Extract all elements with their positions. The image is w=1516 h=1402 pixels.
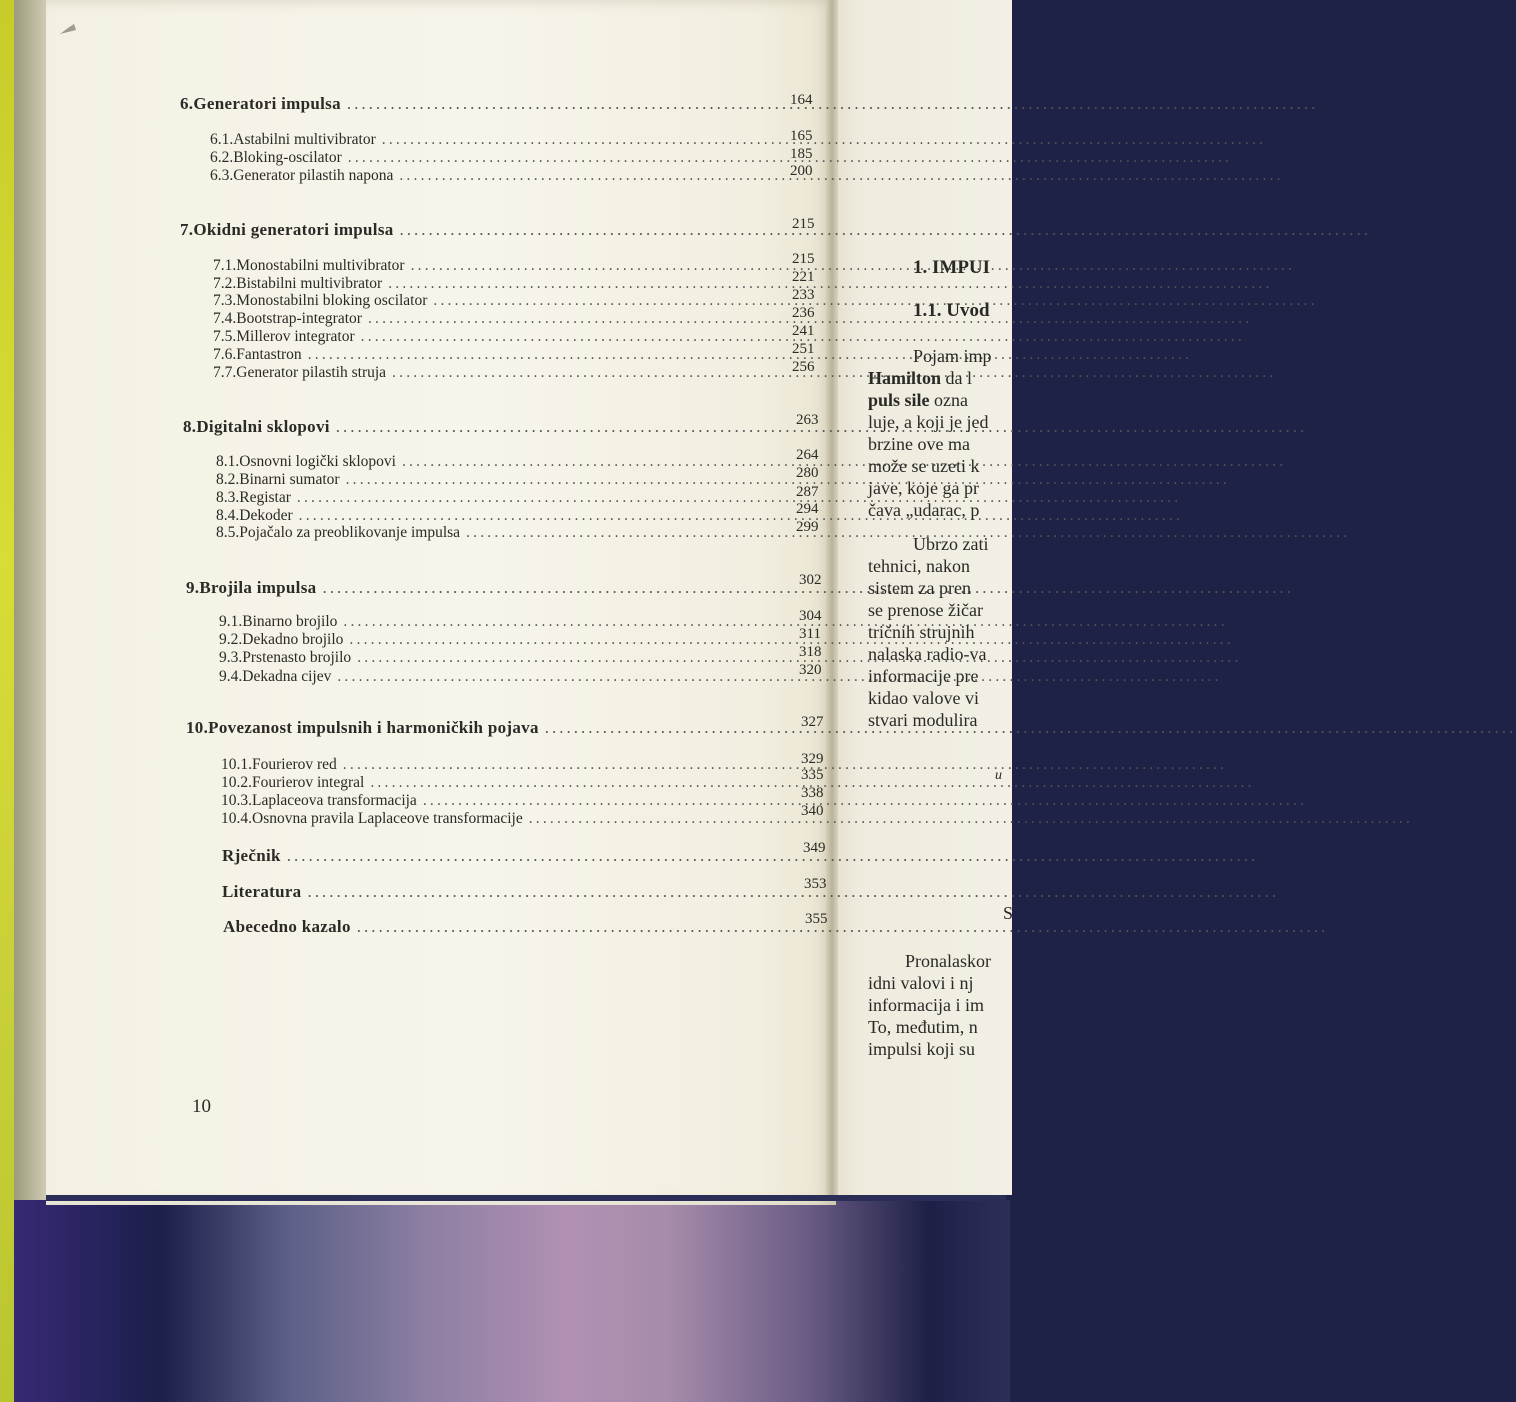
back-matter-title: Abecedno kazalo xyxy=(223,917,351,936)
right-body-line: nalaska radio-va xyxy=(868,644,987,664)
chapter-heading xyxy=(180,94,760,114)
dot-leader xyxy=(349,631,1233,649)
right-body-line: tričnih strujnih xyxy=(868,622,975,642)
section-page-number: 299 xyxy=(796,519,819,535)
chapter-heading xyxy=(180,220,763,240)
right-body-line: kidao valove vi xyxy=(868,688,979,708)
chapter-heading xyxy=(186,578,768,598)
dot-leader xyxy=(382,131,1266,149)
section-title: Osnovni logički sklopovi xyxy=(239,453,396,470)
dot-leader xyxy=(308,346,1192,364)
section-page-number: 215 xyxy=(792,251,815,267)
dot-leader xyxy=(466,524,1350,542)
section-title: Astabilni multivibrator xyxy=(233,131,376,148)
right-body-line: To, međutim, n xyxy=(868,1017,978,1037)
chapter-number: 7. xyxy=(180,220,194,239)
section-entry xyxy=(221,792,774,810)
right-body-line: sistem za pren xyxy=(868,578,971,598)
section-page-number: 236 xyxy=(792,305,815,321)
chapter-page-number: 215 xyxy=(792,216,815,232)
dot-leader xyxy=(297,489,1181,507)
section-title: Registar xyxy=(239,489,291,506)
section-entry xyxy=(213,328,766,346)
section-entry xyxy=(213,346,766,364)
dot-leader xyxy=(287,846,1259,866)
section-title: Monostabilni bloking oscilator xyxy=(236,292,428,309)
chapter-page-number: 327 xyxy=(801,714,824,730)
section-title: Fourierov integral xyxy=(252,774,365,791)
section-entry xyxy=(221,774,774,792)
section-number: 6.1. xyxy=(210,131,234,148)
section-entry xyxy=(216,524,768,542)
section-entry xyxy=(219,631,771,649)
section-page-number: 241 xyxy=(792,323,815,339)
right-body-line: stvari modulira xyxy=(868,710,978,730)
section-entry xyxy=(213,292,766,310)
section-title: Binarno brojilo xyxy=(242,613,338,630)
chapter-title: Brojila impulsa xyxy=(199,578,317,597)
dot-leader xyxy=(392,364,1276,382)
section-entry xyxy=(213,257,766,275)
right-body-line: u xyxy=(995,768,1002,783)
section-entry xyxy=(216,507,768,525)
right-body-line: jave, koje ga pr xyxy=(868,478,979,498)
chapter-number: 10. xyxy=(186,718,209,737)
right-body-line: čava „udarac, p xyxy=(868,500,980,520)
section-title: Millerov integrator xyxy=(236,328,355,345)
back-matter-heading xyxy=(223,917,776,937)
section-page-number: 287 xyxy=(796,484,819,500)
dot-leader xyxy=(357,917,1329,937)
section-number: 7.6. xyxy=(213,346,237,363)
section-entry xyxy=(216,471,768,489)
right-heading-1: 1. IMPUI xyxy=(913,257,991,278)
section-entry xyxy=(219,649,771,667)
section-number: 7.4. xyxy=(213,310,237,327)
section-number: 8.3. xyxy=(216,489,240,506)
section-page-number: 294 xyxy=(796,501,819,517)
chapter-title: Generatori impulsa xyxy=(193,94,341,113)
back-matter-title: Literatura xyxy=(222,882,302,901)
dot-leader xyxy=(400,220,1372,240)
section-title: Dekadno brojilo xyxy=(242,631,344,648)
chapter-number: 8. xyxy=(183,417,197,436)
chapter-title: Povezanost impulsnih i harmoničkih pojava xyxy=(208,718,539,737)
right-body-line: impulsi koji su xyxy=(868,1039,976,1059)
section-number: 10.3. xyxy=(221,792,252,809)
section-page-number: 165 xyxy=(790,128,813,144)
back-matter-page-number: 355 xyxy=(805,911,828,927)
section-page-number: 251 xyxy=(792,341,815,357)
section-page-number: 318 xyxy=(799,644,822,660)
section-entry xyxy=(216,489,768,507)
section-number: 7.3. xyxy=(213,292,237,309)
section-title: Generator pilastih napona xyxy=(233,167,394,184)
right-body-line: brzine ove ma xyxy=(868,434,970,454)
dot-leader xyxy=(545,718,1516,738)
section-number: 9.3. xyxy=(219,649,243,666)
section-page-number: 221 xyxy=(792,269,815,285)
right-body-line: informacija i im xyxy=(868,995,984,1015)
section-entry xyxy=(213,364,766,382)
section-page-number: 338 xyxy=(801,785,824,801)
chapter-number: 6. xyxy=(180,94,194,113)
dot-leader xyxy=(529,810,1413,828)
chapter-title: Okidni generatori impulsa xyxy=(193,220,394,239)
section-entry xyxy=(216,453,768,471)
dot-leader xyxy=(399,167,1283,185)
bold-term: puls sile xyxy=(868,390,930,410)
section-number: 9.1. xyxy=(219,613,243,630)
bold-term: Hamilton xyxy=(868,368,942,388)
chapter-page-number: 164 xyxy=(790,92,813,108)
right-body-line: Pojam imp xyxy=(913,346,992,366)
section-number: 10.1. xyxy=(221,756,252,773)
dot-leader xyxy=(343,613,1227,631)
section-title: Osnovna pravila Laplaceove transformacije xyxy=(252,810,523,827)
section-entry xyxy=(219,668,771,686)
right-body-line: može se uzeti k xyxy=(868,456,980,476)
right-body-line xyxy=(868,390,968,411)
chapter-title: Digitalni sklopovi xyxy=(196,417,330,436)
dot-leader xyxy=(346,471,1230,489)
section-entry xyxy=(213,310,766,328)
section-number: 10.2. xyxy=(221,774,252,791)
chapter-page-number: 302 xyxy=(799,572,822,588)
right-body-line: Pronalaskor xyxy=(905,951,991,971)
section-page-number: 311 xyxy=(799,626,821,642)
background-fabric xyxy=(0,1200,1010,1402)
section-number: 7.2. xyxy=(213,275,237,292)
section-number: 9.4. xyxy=(219,668,243,685)
section-number: 6.3. xyxy=(210,167,234,184)
section-page-number: 280 xyxy=(796,465,819,481)
section-number: 8.5. xyxy=(216,524,240,541)
back-matter-page-number: 353 xyxy=(804,876,827,892)
right-body-line: tehnici, nakon xyxy=(868,556,970,576)
section-title: Binarni sumator xyxy=(239,471,340,488)
section-page-number: 320 xyxy=(799,662,822,678)
term-continuation: da l xyxy=(941,368,973,388)
section-title: Dekadna cijev xyxy=(242,668,332,685)
section-number: 8.2. xyxy=(216,471,240,488)
section-number: 8.4. xyxy=(216,507,240,524)
right-body-line: Ubrzo zati xyxy=(913,534,989,554)
term-continuation: ozna xyxy=(929,390,969,410)
section-number: 6.2. xyxy=(210,149,234,166)
section-page-number: 200 xyxy=(790,163,813,179)
dot-leader xyxy=(299,507,1183,525)
dot-leader xyxy=(343,756,1227,774)
right-body-line: luje, a koji je jed xyxy=(868,412,989,432)
section-title: Bootstrap-integrator xyxy=(236,310,362,327)
dot-leader xyxy=(336,417,1308,437)
section-entry xyxy=(221,810,774,828)
dot-leader xyxy=(337,668,1221,686)
page-number: 10 xyxy=(192,1096,211,1117)
section-entry xyxy=(210,149,763,167)
section-number: 10.4. xyxy=(221,810,252,827)
back-matter-heading xyxy=(222,846,774,866)
section-entry xyxy=(210,131,763,149)
section-title: Laplaceova transformacija xyxy=(252,792,417,809)
section-title: Dekoder xyxy=(239,507,293,524)
section-title: Bloking-oscilator xyxy=(233,149,342,166)
back-matter-heading xyxy=(222,882,775,902)
back-matter-page-number: 349 xyxy=(803,840,826,856)
dot-leader xyxy=(433,292,1317,310)
section-entry xyxy=(213,275,766,293)
section-number: 7.7. xyxy=(213,364,237,381)
dot-leader xyxy=(347,94,1319,114)
section-page-number: 304 xyxy=(799,608,822,624)
section-page-number: 256 xyxy=(792,359,815,375)
dot-leader xyxy=(307,882,1279,902)
right-body-line: idni valovi i nj xyxy=(868,973,974,993)
dot-leader xyxy=(411,257,1295,275)
right-body-line: informacije pre xyxy=(868,666,979,686)
section-page-number: 335 xyxy=(801,767,824,783)
chapter-page-number: 263 xyxy=(796,412,819,428)
chapter-heading xyxy=(186,718,772,738)
dot-leader xyxy=(402,453,1286,471)
section-page-number: 185 xyxy=(790,146,813,162)
section-title: Bistabilni multivibrator xyxy=(236,275,383,292)
dot-leader xyxy=(388,275,1272,293)
section-title: Pojačalo za preoblikovanje impulsa xyxy=(239,524,461,541)
right-body-line: S xyxy=(1003,903,1014,923)
section-title: Fourierov red xyxy=(252,756,337,773)
section-title: Generator pilastih struja xyxy=(236,364,387,381)
right-body-line: se prenose žičar xyxy=(868,600,983,620)
dot-leader xyxy=(423,792,1307,810)
back-matter-title: Rječnik xyxy=(222,846,281,865)
section-title: Monostabilni multivibrator xyxy=(236,257,405,274)
section-page-number: 340 xyxy=(801,803,824,819)
section-entry xyxy=(221,756,774,774)
section-entry xyxy=(219,613,771,631)
section-title: Prstenasto brojilo xyxy=(242,649,352,666)
section-entry xyxy=(210,167,763,185)
section-number: 7.1. xyxy=(213,257,237,274)
section-number: 8.1. xyxy=(216,453,240,470)
chapter-heading xyxy=(183,417,766,437)
right-heading-2: 1.1. Uvod xyxy=(913,300,990,321)
chapter-number: 9. xyxy=(186,578,200,597)
section-page-number: 233 xyxy=(792,287,815,303)
section-title: Fantastron xyxy=(236,346,302,363)
section-number: 9.2. xyxy=(219,631,243,648)
section-page-number: 329 xyxy=(801,751,824,767)
section-number: 7.5. xyxy=(213,328,237,345)
section-page-number: 264 xyxy=(796,447,819,463)
right-body-line xyxy=(868,368,972,389)
